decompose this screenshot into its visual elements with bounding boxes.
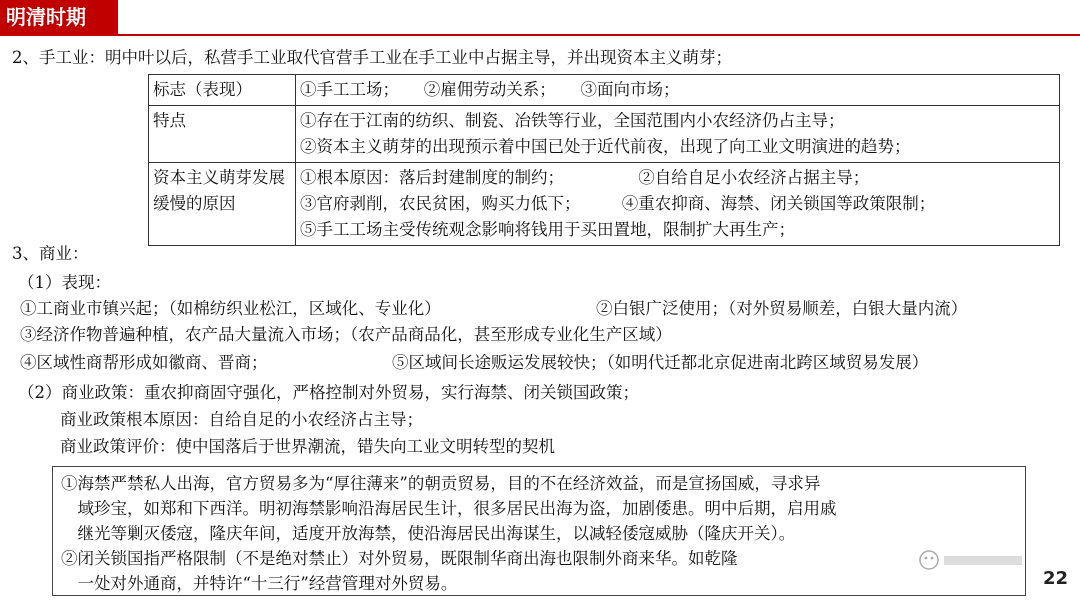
note-line: 继光等剿灭倭寇，隆庆年间，适度开放海禁，使沿海居民出海谋生，以减轻倭寇威胁（隆庆开关）。 [61, 524, 796, 543]
note-line: ②闭关锁国指严格限制（不是绝对禁止）对外贸易，既限制华商出海也限制外商来华。如乾隆 [61, 549, 738, 568]
note-line: 一处对外通商，并特许“十三行”经营管理对外贸易。 [61, 574, 458, 593]
commerce-policy-eval: 商业政策评价：使中国落后于世界潮流，错失向工业文明转型的契机 [60, 437, 555, 456]
row-label-reasons: 资本主义萌芽发展缓慢的原因 [149, 163, 296, 246]
section-title: 明清时期 [0, 0, 118, 34]
handicraft-table [148, 74, 1060, 246]
table-line: ②资本主义萌芽的出现预示着中国已处于近代前夜，出现了向工业文明演进的趋势； [300, 137, 911, 156]
commerce-item-3a: ④区域性商帮形成如徽商、晋商； [20, 353, 268, 372]
commerce-heading: 3、商业： [12, 244, 89, 263]
row-label-marks: 标志（表现） [149, 75, 296, 106]
title-underline [0, 34, 1080, 36]
row-label-features: 特点 [149, 106, 296, 163]
handicraft-heading: 2、手工业：明中叶以后，私营手工业取代官营手工业在手工业中占据主导，并出现资本主义萌芽； [12, 48, 732, 67]
table-row [149, 106, 1060, 163]
commerce-sub1: （1）表现： [18, 273, 111, 292]
watermark-icon [918, 548, 1028, 576]
table-row [149, 75, 1060, 106]
commerce-item-1b: ②白银广泛使用；（对外贸易顺差，白银大量内流） [596, 299, 968, 318]
row-content-marks [296, 75, 1060, 106]
page-number: 22 [1042, 568, 1068, 589]
table-line: ①存在于江南的纺织、制瓷、冶铁等行业，全国范围内小农经济仍占主导； [300, 111, 845, 130]
commerce-policy: （2）商业政策：重农抑商固守强化，严格控制对外贸易，实行海禁、闭关锁国政策； [18, 383, 639, 402]
commerce-policy-root: 商业政策根本原因：自给自足的小农经济占主导； [60, 410, 423, 429]
row-content-features [296, 106, 1060, 163]
note-line: 域珍宝，如郑和下西洋。明初海禁影响沿海居民生计，很多居民出海为盗，加剧倭患。明中后期，启用戚 [61, 499, 837, 518]
table-line: ①根本原因：落后封建制度的制约； ②自给自足小农经济占据主导； [300, 168, 870, 187]
commerce-item-1a: ①工商业市镇兴起；（如棉纺织业松江，区域化、专业化） [20, 299, 441, 318]
note-box [52, 466, 1026, 596]
table-row [149, 163, 1060, 246]
note-line: ①海禁严禁私人出海，官方贸易多为“厚往薄来”的朝贡贸易，目的不在经济效益，而是宣扬国威，寻求异 [61, 474, 821, 493]
table-line: ①手工工场； ②雇佣劳动关系； ③面向市场； [300, 80, 680, 99]
table-line: ③官府剥削，农民贫困，购买力低下； ④重农抑商、海禁、闭关锁国等政策限制； [300, 194, 936, 213]
table-line: ⑤手工工场主受传统观念影响将钱用于买田置地，限制扩大再生产； [300, 220, 795, 239]
commerce-item-3b: ⑤区域间长途贩运发展较快；（如明代迁都北京促进南北跨区域贸易发展） [392, 353, 929, 372]
row-content-reasons [296, 163, 1060, 246]
commerce-item-2: ③经济作物普遍种植，农产品大量流入市场；（农产品商品化，甚至形成专业化生产区域） [20, 325, 672, 344]
